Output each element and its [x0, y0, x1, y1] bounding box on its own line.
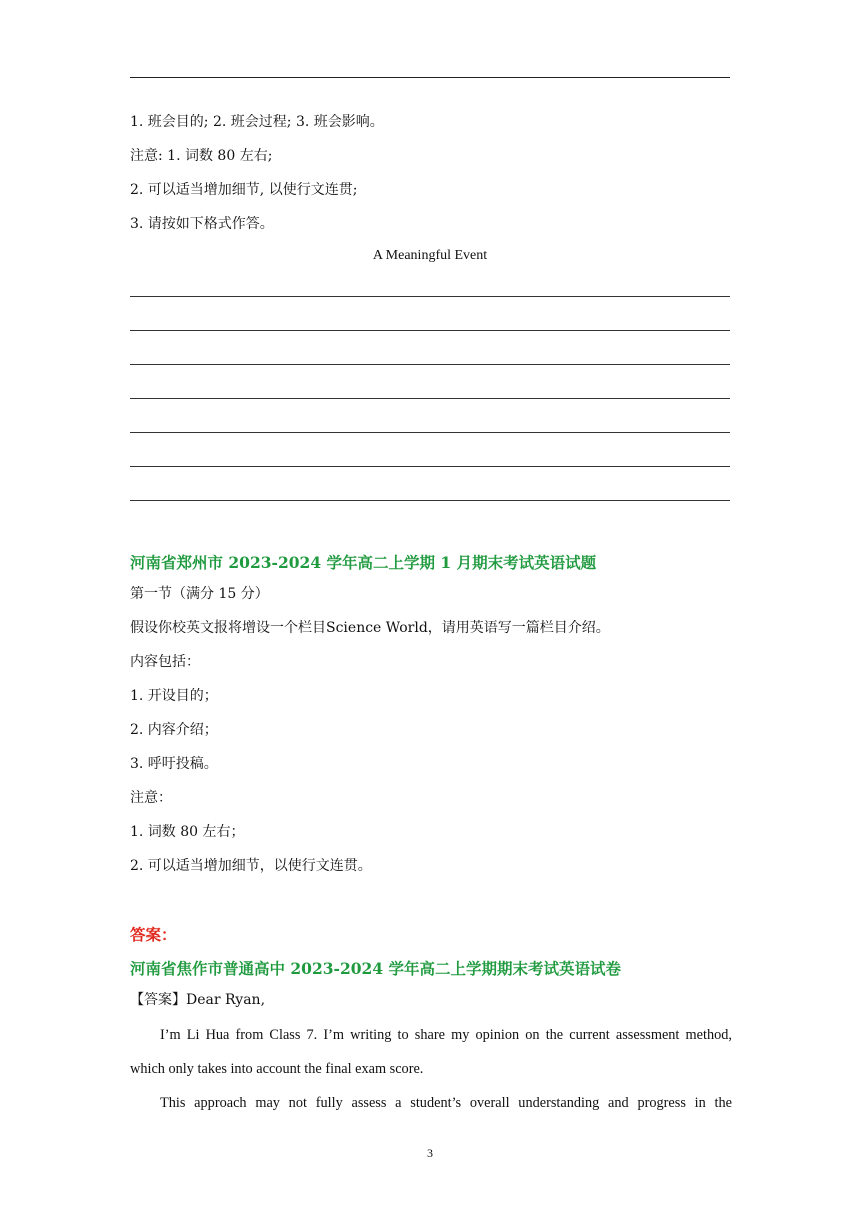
section-line: 1. 开设目的； — [130, 688, 218, 704]
section-line: 内容包括： — [130, 654, 200, 670]
answers-label: 答案： — [130, 925, 177, 944]
essay-title: A Meaningful Event — [372, 248, 488, 263]
answer-blank-line — [130, 398, 730, 399]
answer-blank-line — [130, 364, 730, 365]
instruction-line-4: 3. 请按如下格式作答。 — [130, 216, 274, 232]
answer-paragraph-line: which only takes into account the final exam score. — [130, 1061, 424, 1077]
instruction-line-1: 1. 班会目的; 2. 班会过程; 3. 班会影响。 — [130, 114, 384, 130]
section-line: 注意： — [130, 790, 172, 806]
section-heading-zhengzhou: 河南省郑州市 2023-2024 学年高二上学期 1 月期末考试英语试题 — [130, 553, 597, 572]
answer-blank-line — [130, 296, 730, 297]
section-line: 2. 内容介绍； — [130, 722, 218, 738]
answer-paragraph-line: I’m Li Hua from Class 7. I’m writing to share my opinion on the current assessment method, — [160, 1027, 732, 1043]
section-heading-jiaozuo: 河南省焦作市普通高中 2023-2024 学年高二上学期期末考试英语试卷 — [130, 959, 622, 978]
section-line: 第一节（满分 15 分） — [130, 586, 269, 602]
instruction-line-3: 2. 可以适当增加细节, 以使行文连贯; — [130, 182, 358, 198]
section-line: 假设你校英文报将增设一个栏目Science World，请用英语写一篇栏目介绍。 — [130, 620, 610, 636]
page-number: 3 — [427, 1146, 433, 1160]
section-line: 3. 呼吁投稿。 — [130, 756, 218, 772]
answer-prefix: 【答案】Dear Ryan, — [130, 992, 266, 1008]
answer-blank-line — [130, 500, 730, 501]
instruction-line-2: 注意: 1. 词数 80 左右; — [130, 148, 273, 164]
header-rule — [130, 77, 730, 78]
answer-blank-line — [130, 466, 730, 467]
section-line: 1. 词数 80 左右； — [130, 824, 245, 840]
answer-paragraph-line: This approach may not fully assess a student’s overall understanding and progress in the — [160, 1095, 732, 1111]
answer-blank-line — [130, 330, 730, 331]
answer-blank-line — [130, 432, 730, 433]
section-line: 2. 可以适当增加细节，以使行文连贯。 — [130, 858, 372, 874]
